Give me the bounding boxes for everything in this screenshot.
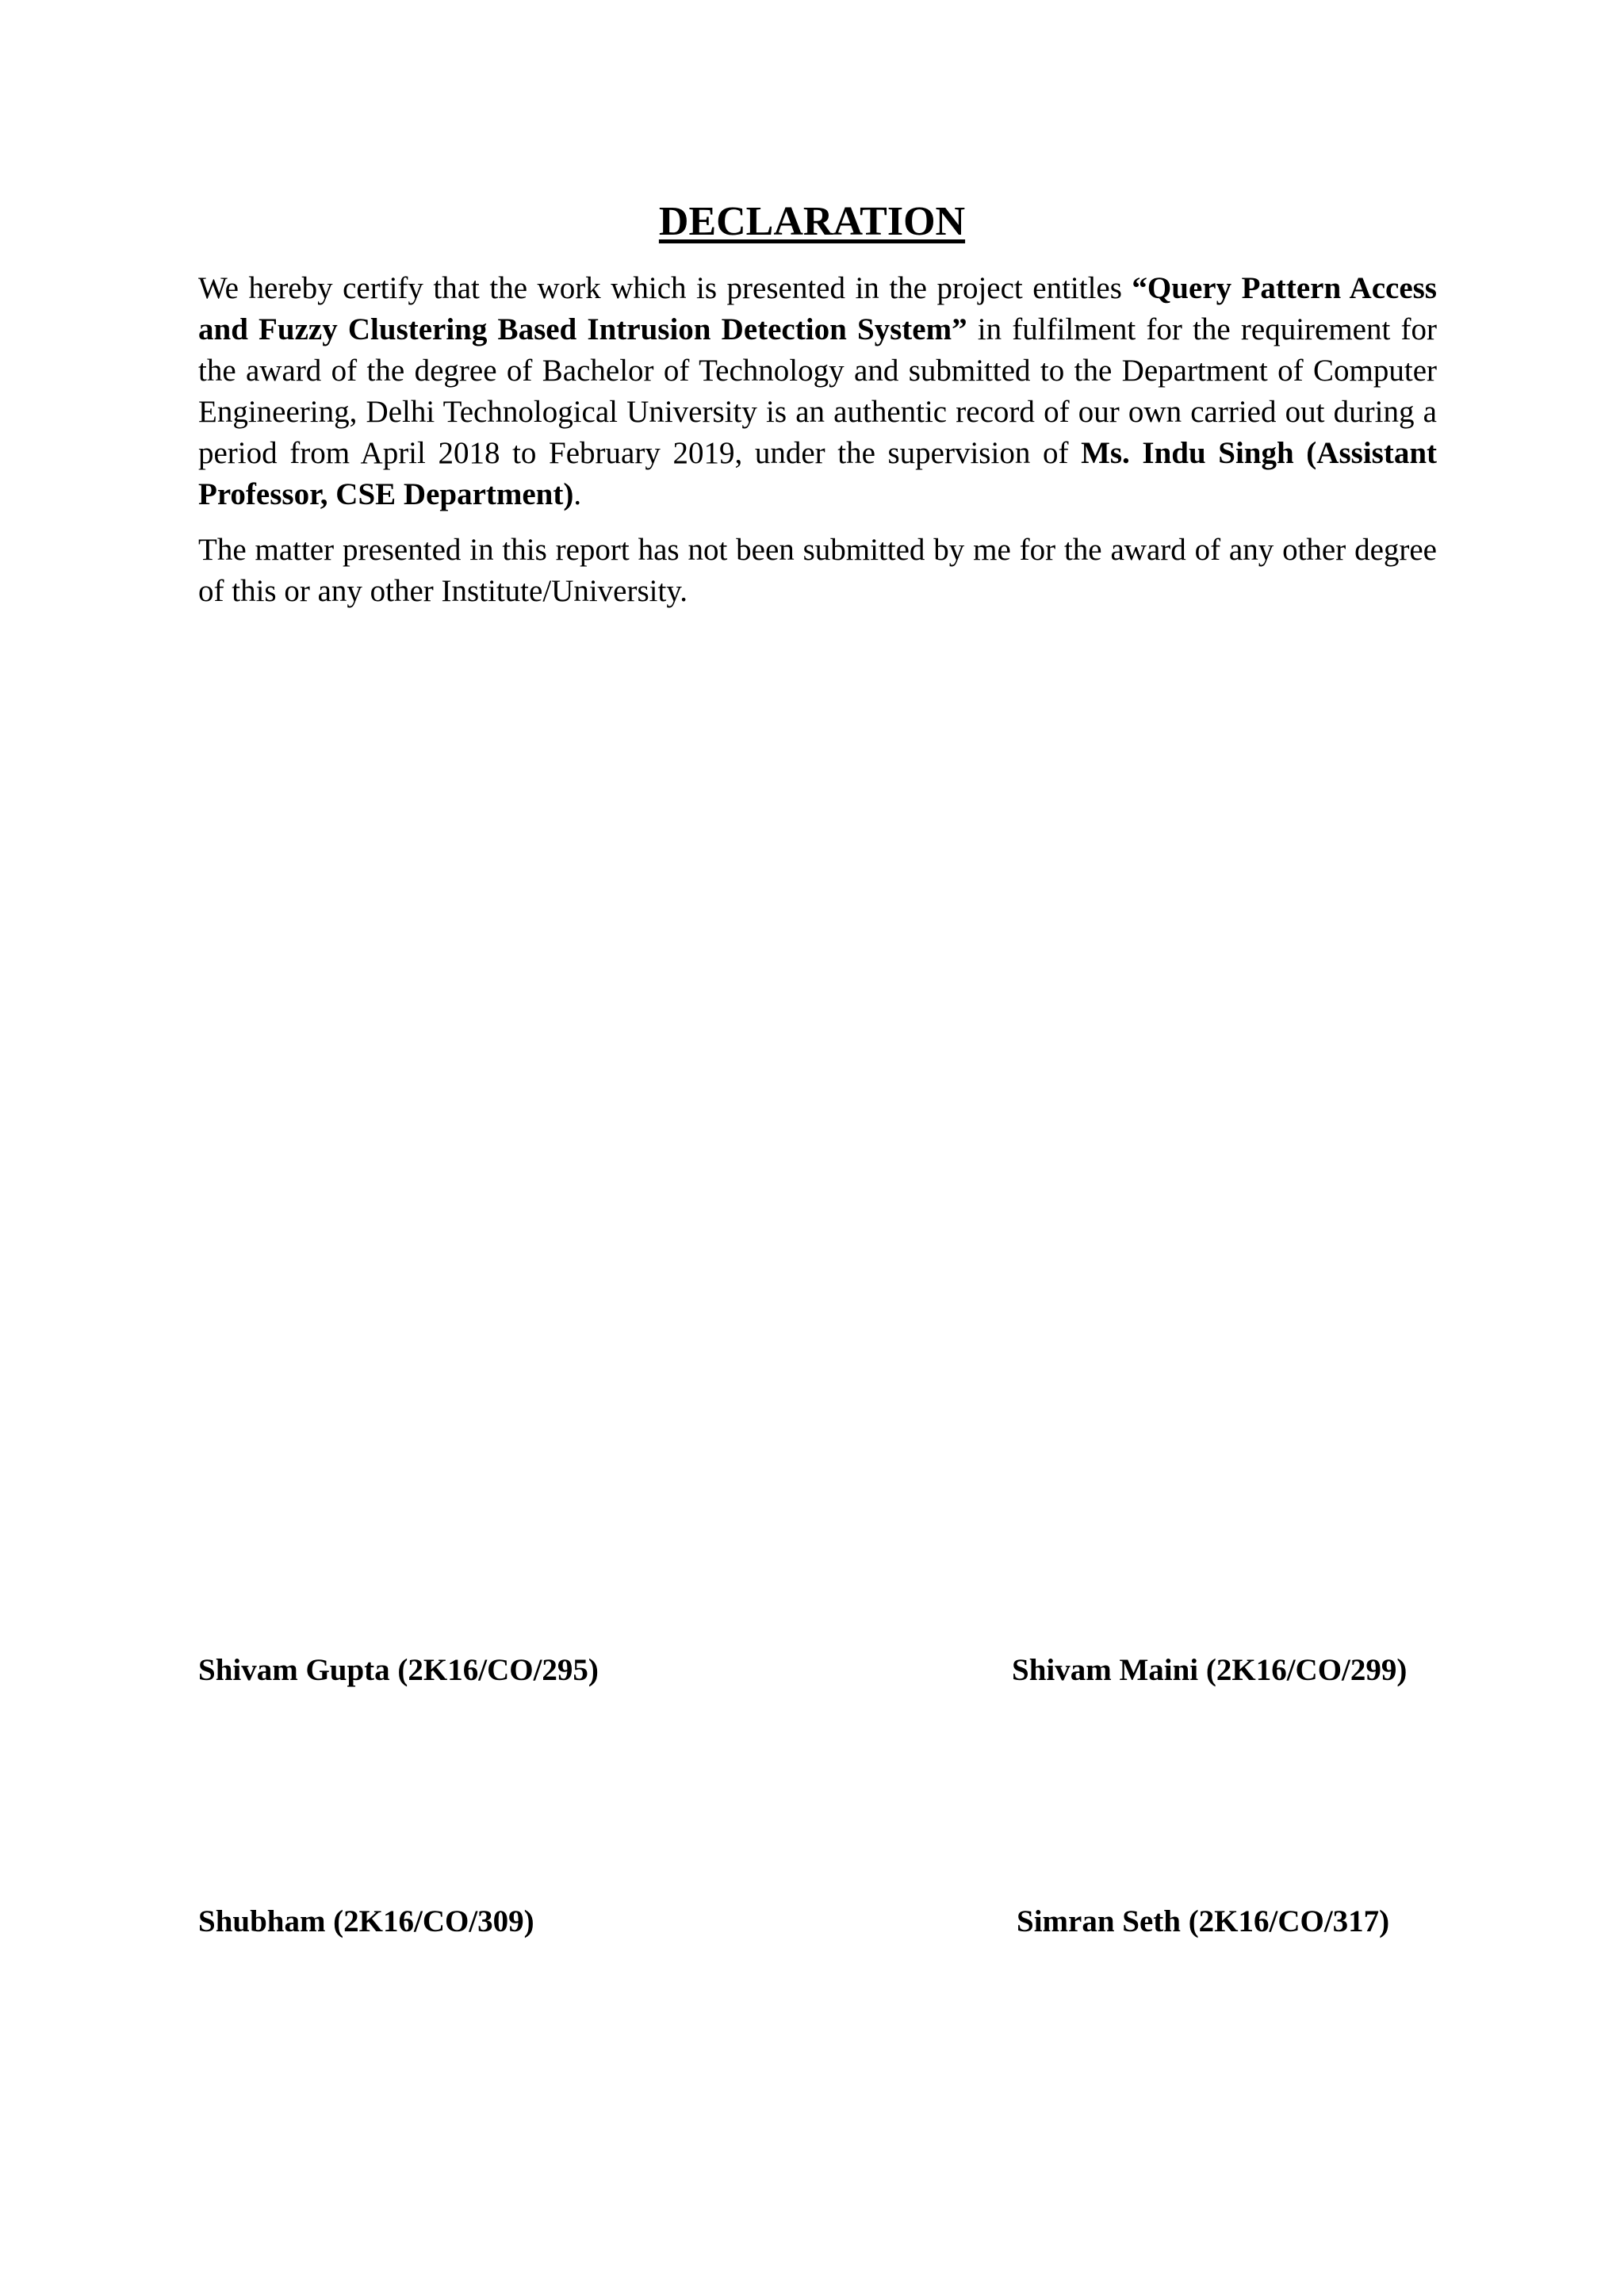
declaration-paragraph-2: The matter presented in this report has not been submitted by me for the award of any other degree of this or any other Institute/University.: [198, 533, 1437, 608]
signatory-3: Shubham (2K16/CO/309): [198, 1904, 534, 1938]
signatory-4: Simran Seth (2K16/CO/317): [1017, 1904, 1390, 1938]
paragraph-1-text-3: .: [573, 477, 582, 511]
paragraph-1-text-2: in fulfilment for the requirement for the award of the degree of Bachelor of Technology and submitted to the Department of Computer Engineering, Delhi Technological University is an authentic record of our own carried out during a period from April 2018 to February 2019, under the supervision of: [198, 312, 1437, 470]
supervisor-name: Ms. Indu Singh (Assistant Professor, CSE Department): [198, 436, 1437, 511]
declaration-body: [198, 268, 1437, 626]
signatory-1: Shivam Gupta (2K16/CO/295): [198, 1653, 599, 1687]
declaration-paragraph-1: [198, 268, 1437, 515]
page-title: DECLARATION: [658, 199, 966, 244]
paragraph-1-text-1: We hereby certify that the work which is presented in the project entitles: [198, 271, 1132, 305]
signatory-2: Shivam Maini (2K16/CO/299): [1012, 1653, 1408, 1687]
project-title: “Query Pattern Access and Fuzzy Clustering Based Intrusion Detection System”: [198, 271, 1437, 346]
